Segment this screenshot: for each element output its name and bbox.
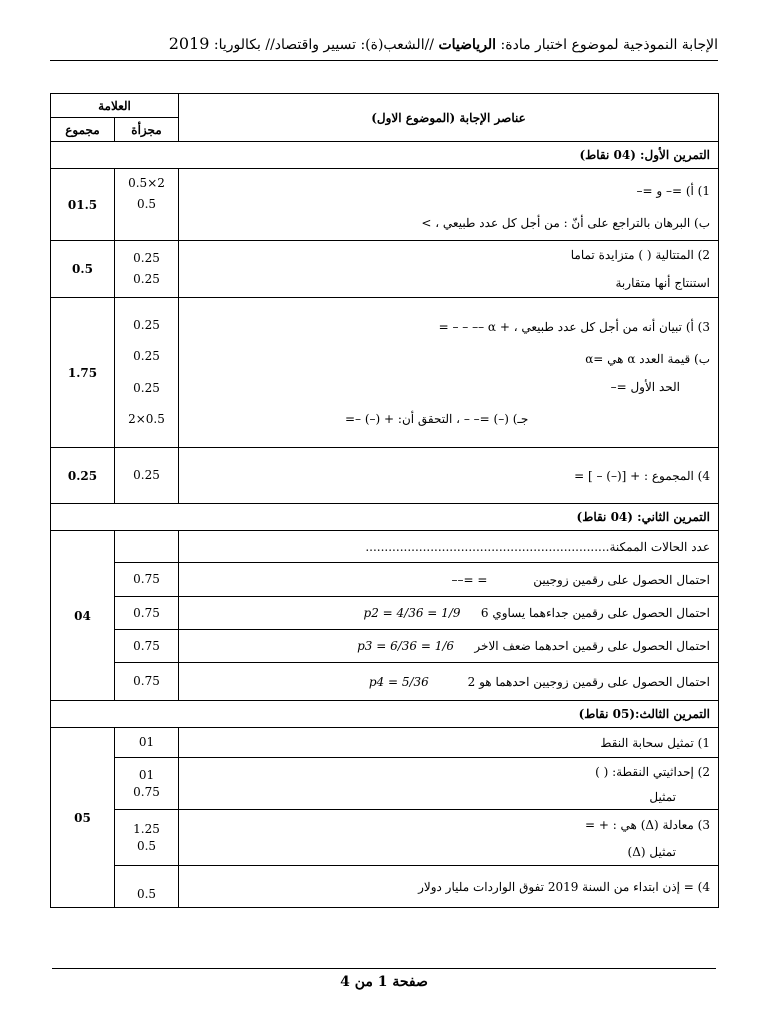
header-year: 2019 bbox=[168, 34, 210, 53]
grade-header: العلامة bbox=[51, 94, 179, 118]
table-title: عناصر الإجابة (الموضوع الاول) bbox=[179, 94, 719, 142]
ex1-q3-line-d: جـ) (–) =– – ، التحقق أن: + (–) –= bbox=[345, 411, 529, 426]
ex3-q2-mark: 0.75 bbox=[133, 784, 160, 799]
ex2-row-text: احتمال الحصول على رقمين زوجيين احدهما هو 2 bbox=[467, 674, 710, 689]
ex1-q1-mark: 0.5 bbox=[136, 197, 157, 211]
ex3-q2-mark: 01 bbox=[138, 767, 155, 782]
ex1-q3-line-b: ب) قيمة العدد α هي =α bbox=[585, 351, 710, 366]
ex3-q3-mark: 0.5 bbox=[136, 838, 157, 853]
ex3-q3-mark: 1.25 bbox=[133, 821, 160, 836]
ex2-row-formula: p3 = 6/36 = 1/6 bbox=[357, 639, 455, 653]
ex2-total: 04 bbox=[51, 531, 115, 701]
ex2-row-mark: 0.75 bbox=[115, 630, 179, 663]
ex3-total: 05 bbox=[51, 728, 115, 908]
ex1-q1-mark: 0.5×2 bbox=[128, 176, 165, 190]
ex1-q1-total: 01.5 bbox=[51, 169, 115, 241]
ex2-row-formula: p2 = 4/36 = 1/9 bbox=[363, 606, 461, 620]
ex3-q3-line-a: 3) معادلة (Δ) هي : + = bbox=[584, 817, 710, 832]
ex3-q2-line-a: 2) إحداثيتي النقطة: ( ) bbox=[595, 764, 710, 779]
ex1-q1-line-b: ب) البرهان بالتراجع على أنّ : من أجل كل عدد طبيعي ، > bbox=[421, 215, 710, 230]
ex1-q3-total: 1.75 bbox=[51, 298, 115, 448]
ex1-q3-mark: 0.25 bbox=[133, 349, 160, 364]
exercise-2-title: التمرين الثاني: (04 نقاط) bbox=[51, 504, 719, 531]
partial-col-header: مجزأة bbox=[115, 118, 179, 142]
ex1-q2-mark: 0.25 bbox=[133, 251, 160, 265]
header-branch: //الشعب(ة): تسيير واقتصاد// بكالوريا: bbox=[213, 37, 435, 53]
total-col-header: مجموع bbox=[51, 118, 115, 142]
ex1-q1-line-a: 1) أ) =– و =– bbox=[636, 183, 710, 198]
ex2-row-text: احتمال الحصول على رقمين احدهما ضعف الاخر bbox=[474, 639, 710, 653]
ex2-row-formula: p4 = 5/36 bbox=[368, 674, 429, 689]
ex1-q4-line-a: 4) المجموع : + [(–) – ] = bbox=[574, 468, 710, 483]
ex1-q3-mark: 0.25 bbox=[133, 380, 160, 395]
ex1-q3-mark: 2×0.5 bbox=[128, 411, 165, 426]
page-footer: صفحة 1 من 4 bbox=[340, 974, 428, 990]
ex2-row-text: احتمال الحصول على رقمين جداءهما يساوي 6 bbox=[480, 606, 710, 620]
ex1-q3-mark: 0.25 bbox=[133, 318, 160, 333]
ex3-q3-line-b: تمثيل (Δ) bbox=[627, 844, 676, 859]
ex2-row-mark bbox=[115, 531, 179, 563]
ex1-q3-line-a: 3) أ) تبيان أنه من أجل كل عدد طبيعي ، + α –– – – = bbox=[438, 319, 710, 334]
ex3-q4-text: 4) = إذن ابتداء من السنة 2019 تفوق الواردات مليار دولار bbox=[418, 879, 710, 894]
ex1-q2-total: 0.5 bbox=[51, 241, 115, 298]
document-header bbox=[50, 34, 718, 61]
ex2-row-text: عدد الحالات الممكنة bbox=[609, 539, 710, 554]
header-lead: الإجابة النموذجية لموضوع اختبار مادة: bbox=[500, 37, 718, 53]
answer-table bbox=[50, 93, 719, 908]
ex1-q4-mark: 0.25 bbox=[115, 448, 179, 504]
ex1-q2-line-a: 2) المتتالية ( ) متزايدة تماما bbox=[570, 248, 710, 262]
ex2-row-formula: = =–– bbox=[451, 572, 488, 587]
footer-rule bbox=[52, 968, 716, 969]
ex1-q3-line-c: الحد الأول =– bbox=[610, 379, 680, 394]
ex3-q2-line-b: تمثيل bbox=[649, 789, 676, 804]
ex2-row-mark: 0.75 bbox=[115, 663, 179, 701]
ex1-q2-mark: 0.25 bbox=[133, 272, 160, 286]
ex3-q1-mark: 01 bbox=[115, 728, 179, 758]
ex2-row-mark: 0.75 bbox=[115, 563, 179, 597]
ex1-q4-total: 0.25 bbox=[51, 448, 115, 504]
ex2-row-text: احتمال الحصول على رقمين زوجيين bbox=[533, 572, 710, 587]
ex3-q1-text: 1) تمثيل سحابة النقط bbox=[600, 735, 710, 750]
ex1-q2-line-b: استنتاج أنها متقاربة bbox=[615, 276, 710, 290]
exercise-1-title: التمرين الأول: (04 نقاط) bbox=[51, 142, 719, 169]
header-subject: الرياضيات bbox=[438, 37, 497, 53]
ex2-row-dots: ................................................................ bbox=[365, 539, 610, 554]
ex3-q4-mark: 0.5 bbox=[115, 866, 179, 908]
ex2-row-mark: 0.75 bbox=[115, 597, 179, 630]
exercise-3-title: التمرين الثالث:(05 نقاط) bbox=[51, 701, 719, 728]
